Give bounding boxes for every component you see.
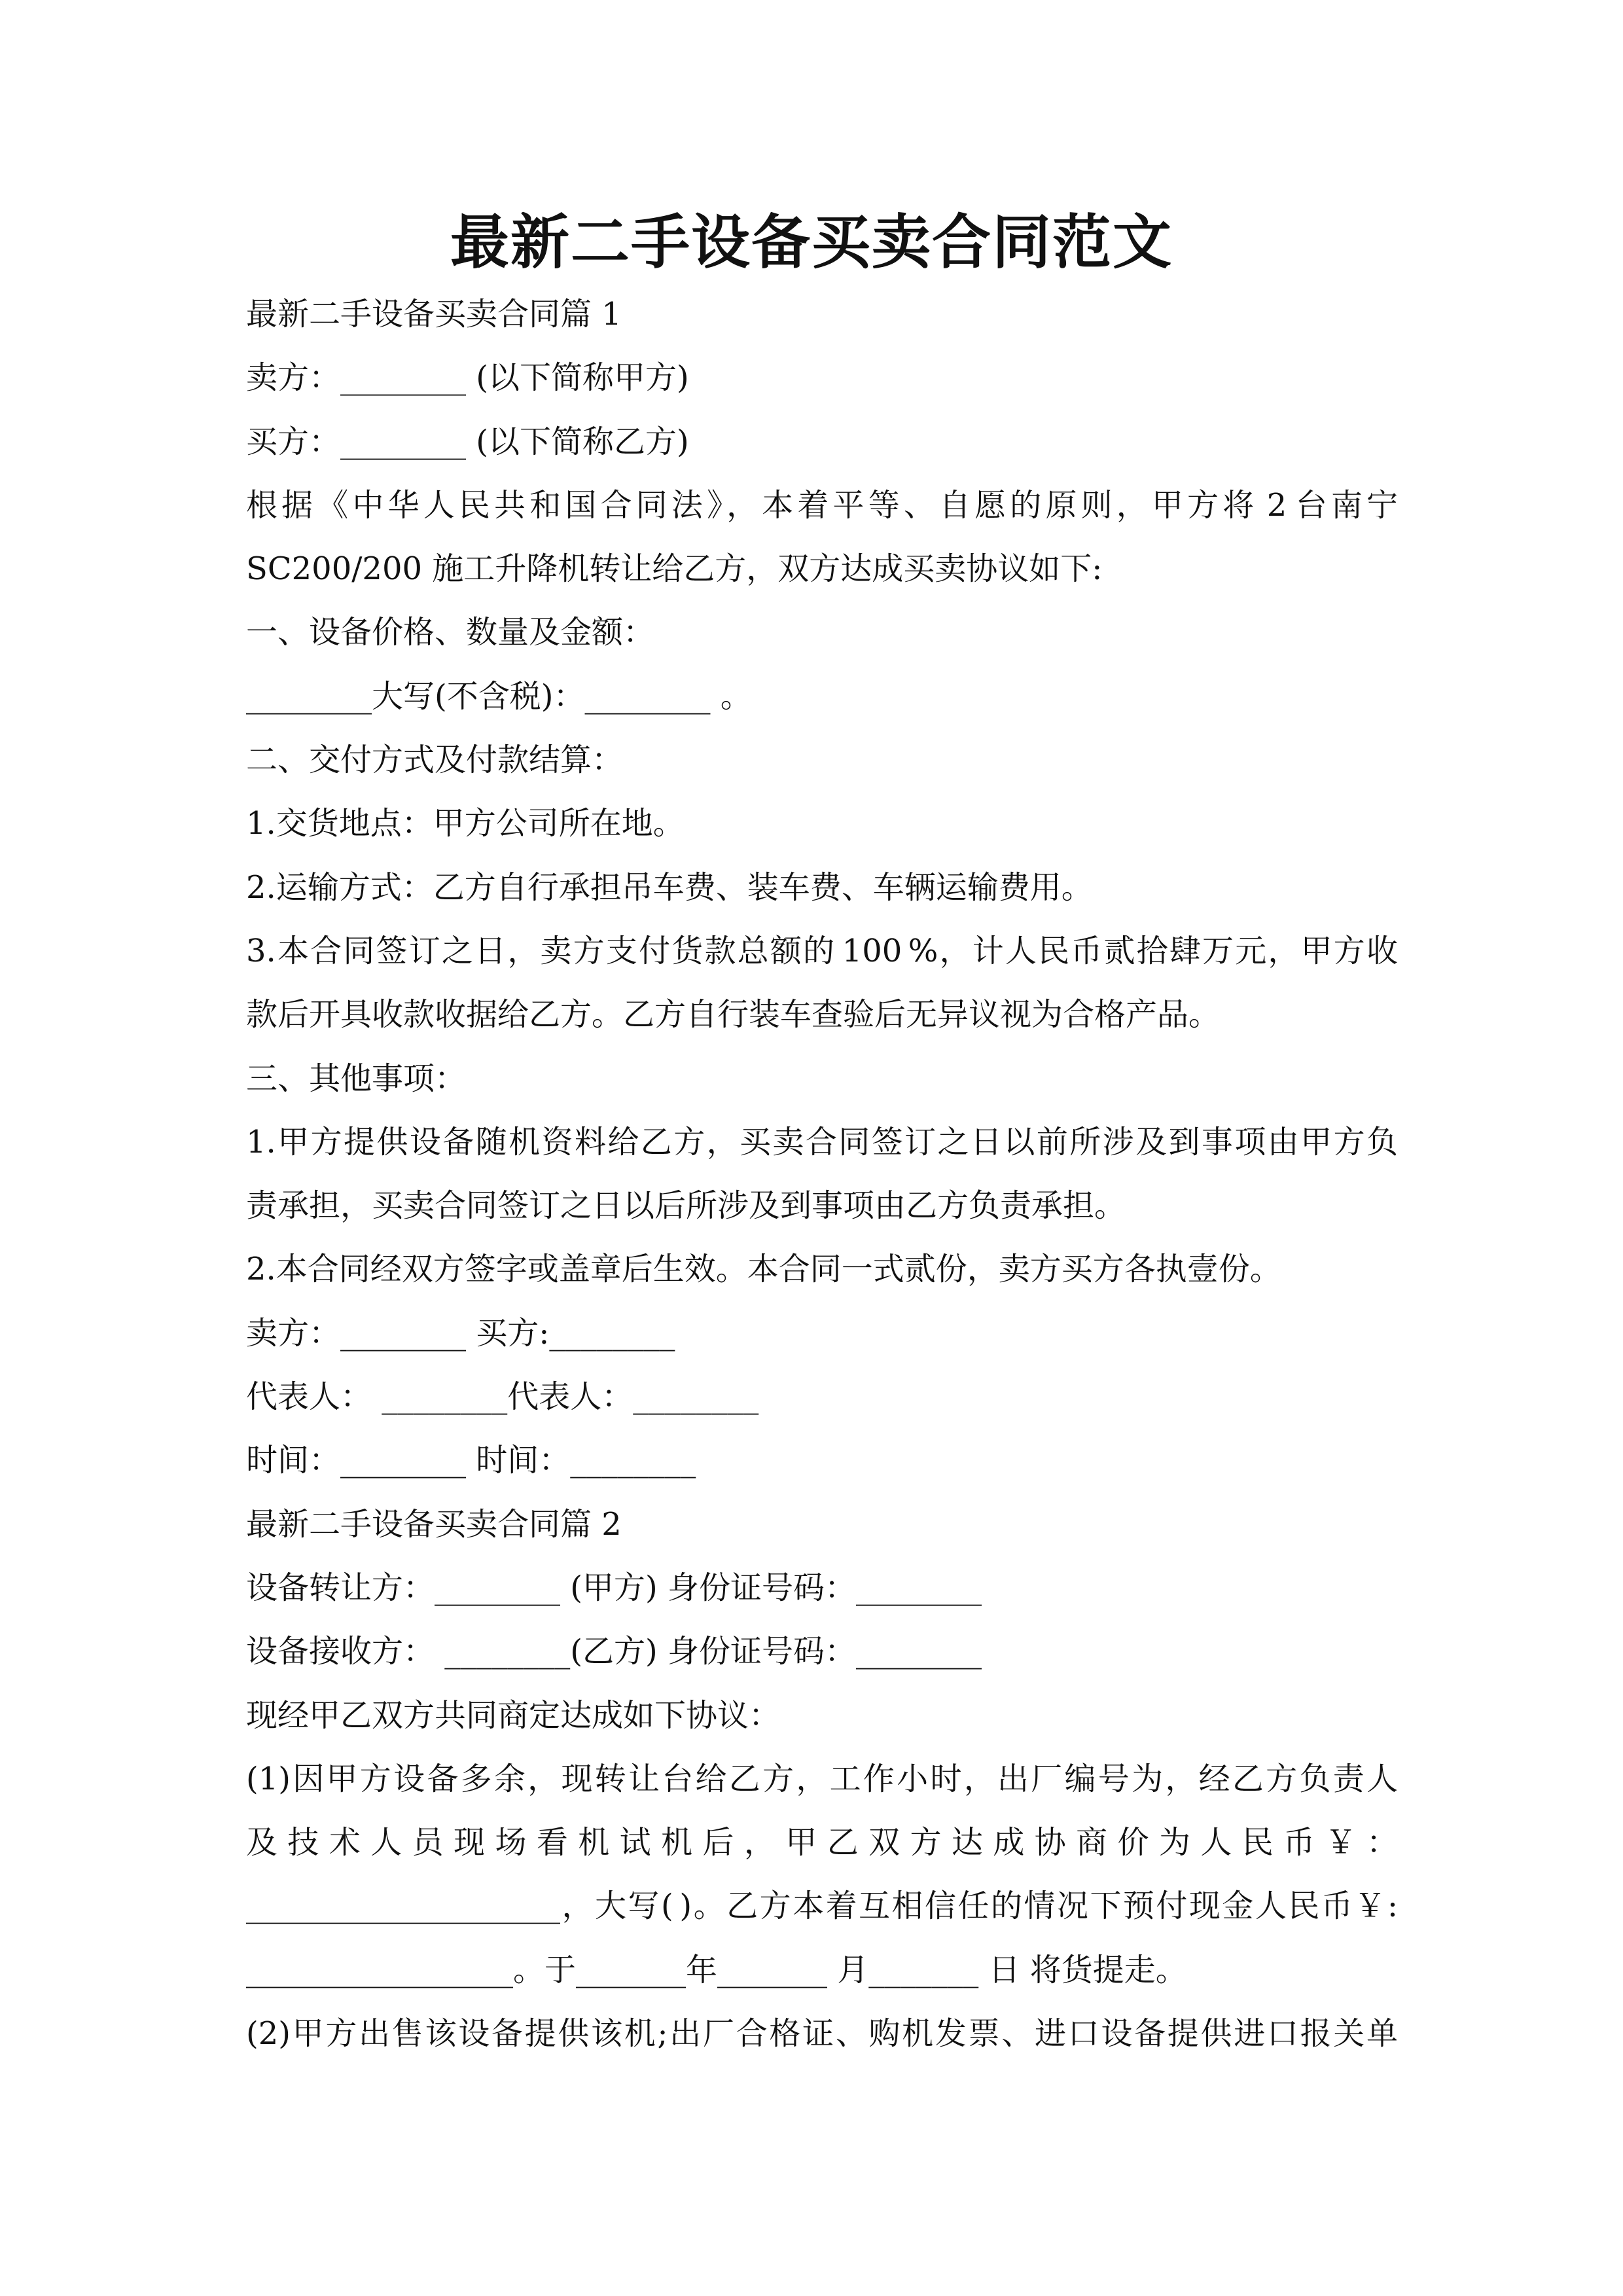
paragraph-line: 2.运输方式：乙方自行承担吊车费、装车费、车辆运输费用。: [246, 869, 1093, 906]
section-heading: 二、交付方式及付款结算：: [246, 742, 624, 779]
paragraph-line: 3.本合同签订之日，卖方支付货款总额的 100 %，计人民币贰拾肆万元，甲方收: [246, 932, 1398, 969]
section-heading: 三、其他事项：: [246, 1060, 467, 1097]
form-field-line: 设备转让方：________ (甲方) 身份证号码：________: [246, 1569, 982, 1606]
form-field-line: 设备接收方： ________(乙方) 身份证号码：________: [246, 1633, 982, 1670]
form-field-line: 代表人： ________代表人：________: [246, 1378, 759, 1416]
form-field-line: ________大写(不含税)：________ 。: [246, 677, 752, 715]
paragraph-line: 根据《中华人民共和国合同法》，本着平等、自愿的原则，甲方将 2 台南宁: [246, 486, 1398, 524]
paragraph-line: 1.交货地点：甲方公司所在地。: [246, 805, 685, 842]
paragraph-line: (2)甲方出售该设备提供该机;出厂合格证、购机发票、进口设备提供进口报关单: [246, 2015, 1398, 2053]
paragraph-line: 1.甲方提供设备随机资料给乙方，买卖合同签订之日以前所涉及到事项由甲方负: [246, 1123, 1398, 1160]
form-field-line: 卖方：________ 买方:________: [246, 1314, 675, 1352]
paragraph-line: SC200/200 施工升降机转让给乙方，双方达成买卖协议如下:: [246, 550, 1103, 588]
form-field-line: 卖方：________ (以下简称甲方): [246, 359, 689, 397]
form-field-line: 时间：________ 时间：________: [246, 1442, 696, 1479]
paragraph-line: 及 技 术 人 员 现 场 看 机 试 机 后 ， 甲 乙 双 方 达 成 协 商 价 为 人 民 币 ￥ ：: [246, 1824, 1398, 1861]
form-field-line: _________________。于_______年_______ 月_______ 日 将货提走。: [246, 1951, 1187, 1988]
form-field-line: 买方：________ (以下简称乙方): [246, 423, 689, 460]
paragraph-line: 款后开具收款收据给乙方。乙方自行装车查验后无异议视为合格产品。: [246, 996, 1221, 1033]
paragraph-line: (1)因甲方设备多余，现转让台给乙方，工作小时，出厂编号为，经乙方负责人: [246, 1760, 1398, 1797]
paragraph-line: 现经甲乙双方共同商定达成如下协议：: [246, 1696, 781, 1734]
paragraph-line: ____________________，大写( )。乙方本着互相信任的情况下预付现金人民币￥:: [246, 1888, 1398, 1925]
document-title: 最新二手设备买卖合同范文: [450, 207, 1173, 277]
paragraph-line: 责承担，买卖合同签订之日以后所涉及到事项由乙方负责承担。: [246, 1187, 1126, 1225]
section-heading: 最新二手设备买卖合同篇 2: [246, 1505, 622, 1543]
section-heading: 一、设备价格、数量及金额：: [246, 614, 655, 651]
document-body: [246, 283, 1398, 2066]
paragraph-line: 2.本合同经双方签字或盖章后生效。本合同一式贰份，卖方买方各执壹份。: [246, 1251, 1281, 1288]
section-heading: 最新二手设备买卖合同篇 1: [246, 296, 622, 332]
